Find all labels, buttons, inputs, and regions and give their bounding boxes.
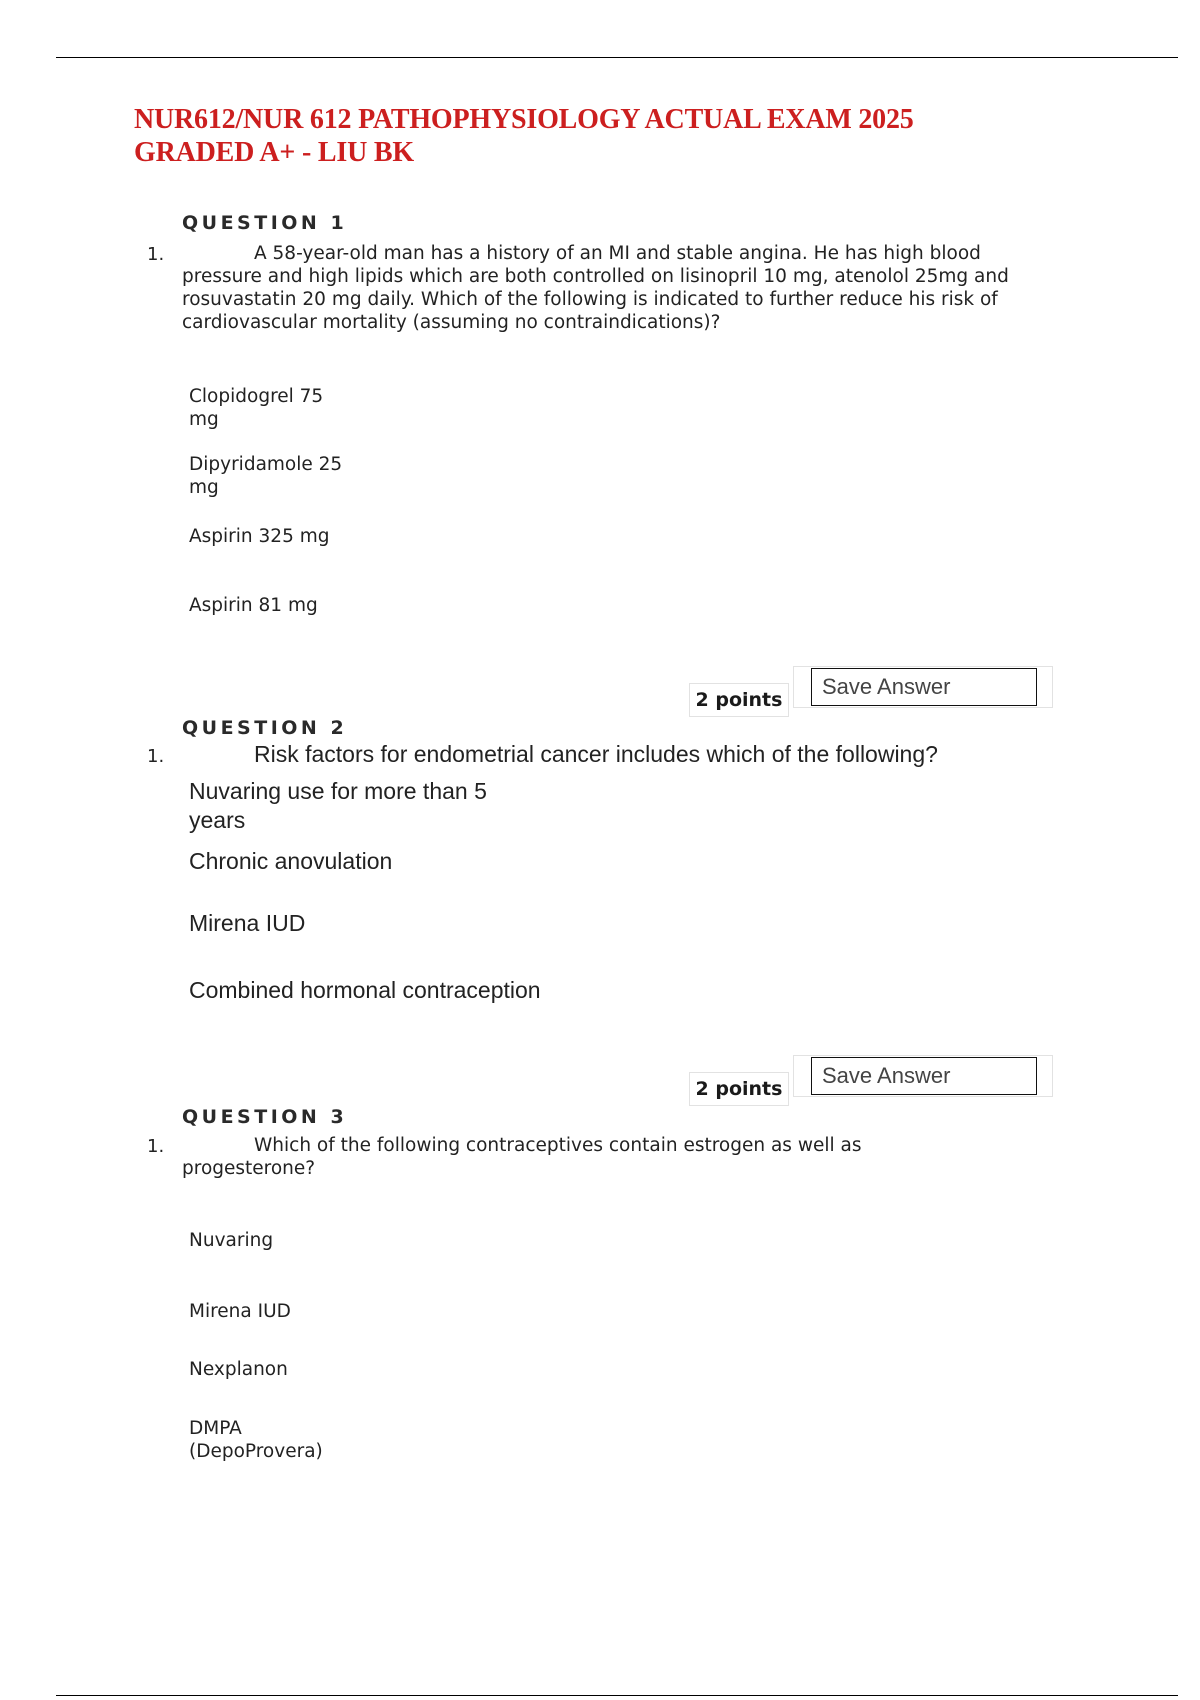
- question-1-option-2[interactable]: Dipyridamole 25 mg: [189, 454, 343, 498]
- question-3-label: QUESTION 3: [182, 1106, 348, 1128]
- question-3-option-1[interactable]: Nuvaring: [189, 1230, 274, 1251]
- question-3-option-2[interactable]: Mirena IUD: [189, 1301, 291, 1322]
- question-2-option-3[interactable]: Mirena IUD: [189, 910, 306, 936]
- question-2-save-answer-button[interactable]: Save Answer: [811, 1057, 1037, 1095]
- document-title: NUR612/NUR 612 PATHOPHYSIOLOGY ACTUAL EXAM 2025 GRADED A+ - LIU BK: [134, 104, 914, 168]
- question-2-save-container: [793, 1055, 1053, 1097]
- question-1-points: 2 points: [689, 683, 789, 717]
- top-rule: [56, 57, 1178, 58]
- question-3-text: Which of the following contraceptives contain estrogen as well as progesterone?: [182, 1135, 862, 1179]
- question-1-option-4[interactable]: Aspirin 81 mg: [189, 595, 318, 616]
- bottom-rule: [56, 1695, 1178, 1696]
- question-1-option-1[interactable]: Clopidogrel 75 mg: [189, 386, 324, 430]
- question-2-text: Risk factors for endometrial cancer includes which of the following?: [254, 741, 938, 767]
- question-2-option-2[interactable]: Chronic anovulation: [189, 848, 393, 874]
- question-1-number: 1.: [147, 244, 165, 265]
- question-1-label: QUESTION 1: [182, 212, 348, 234]
- question-3-number: 1.: [147, 1136, 165, 1157]
- question-1-text: A 58-year-old man has a history of an MI and stable angina. He has high blood pressure and high lipids which are both controlled on lisinopril 10 mg, atenolol 25mg and rosuvastatin 20 mg daily. Which of the following is indicated to further reduce his risk of cardiovascular mortality (assuming no contraindications)?: [182, 243, 1009, 333]
- question-2-label: QUESTION 2: [182, 717, 348, 739]
- question-1-option-3[interactable]: Aspirin 325 mg: [189, 526, 330, 547]
- question-2-number: 1.: [147, 746, 165, 767]
- question-1-save-answer-button[interactable]: Save Answer: [811, 668, 1037, 706]
- question-2-option-1[interactable]: Nuvaring use for more than 5 years: [189, 778, 487, 833]
- question-2-points: 2 points: [689, 1072, 789, 1106]
- question-3-option-3[interactable]: Nexplanon: [189, 1359, 288, 1380]
- question-1-save-container: [793, 666, 1053, 708]
- question-3-option-4[interactable]: DMPA (DepoProvera): [189, 1418, 323, 1462]
- question-2-option-4[interactable]: Combined hormonal contraception: [189, 977, 541, 1003]
